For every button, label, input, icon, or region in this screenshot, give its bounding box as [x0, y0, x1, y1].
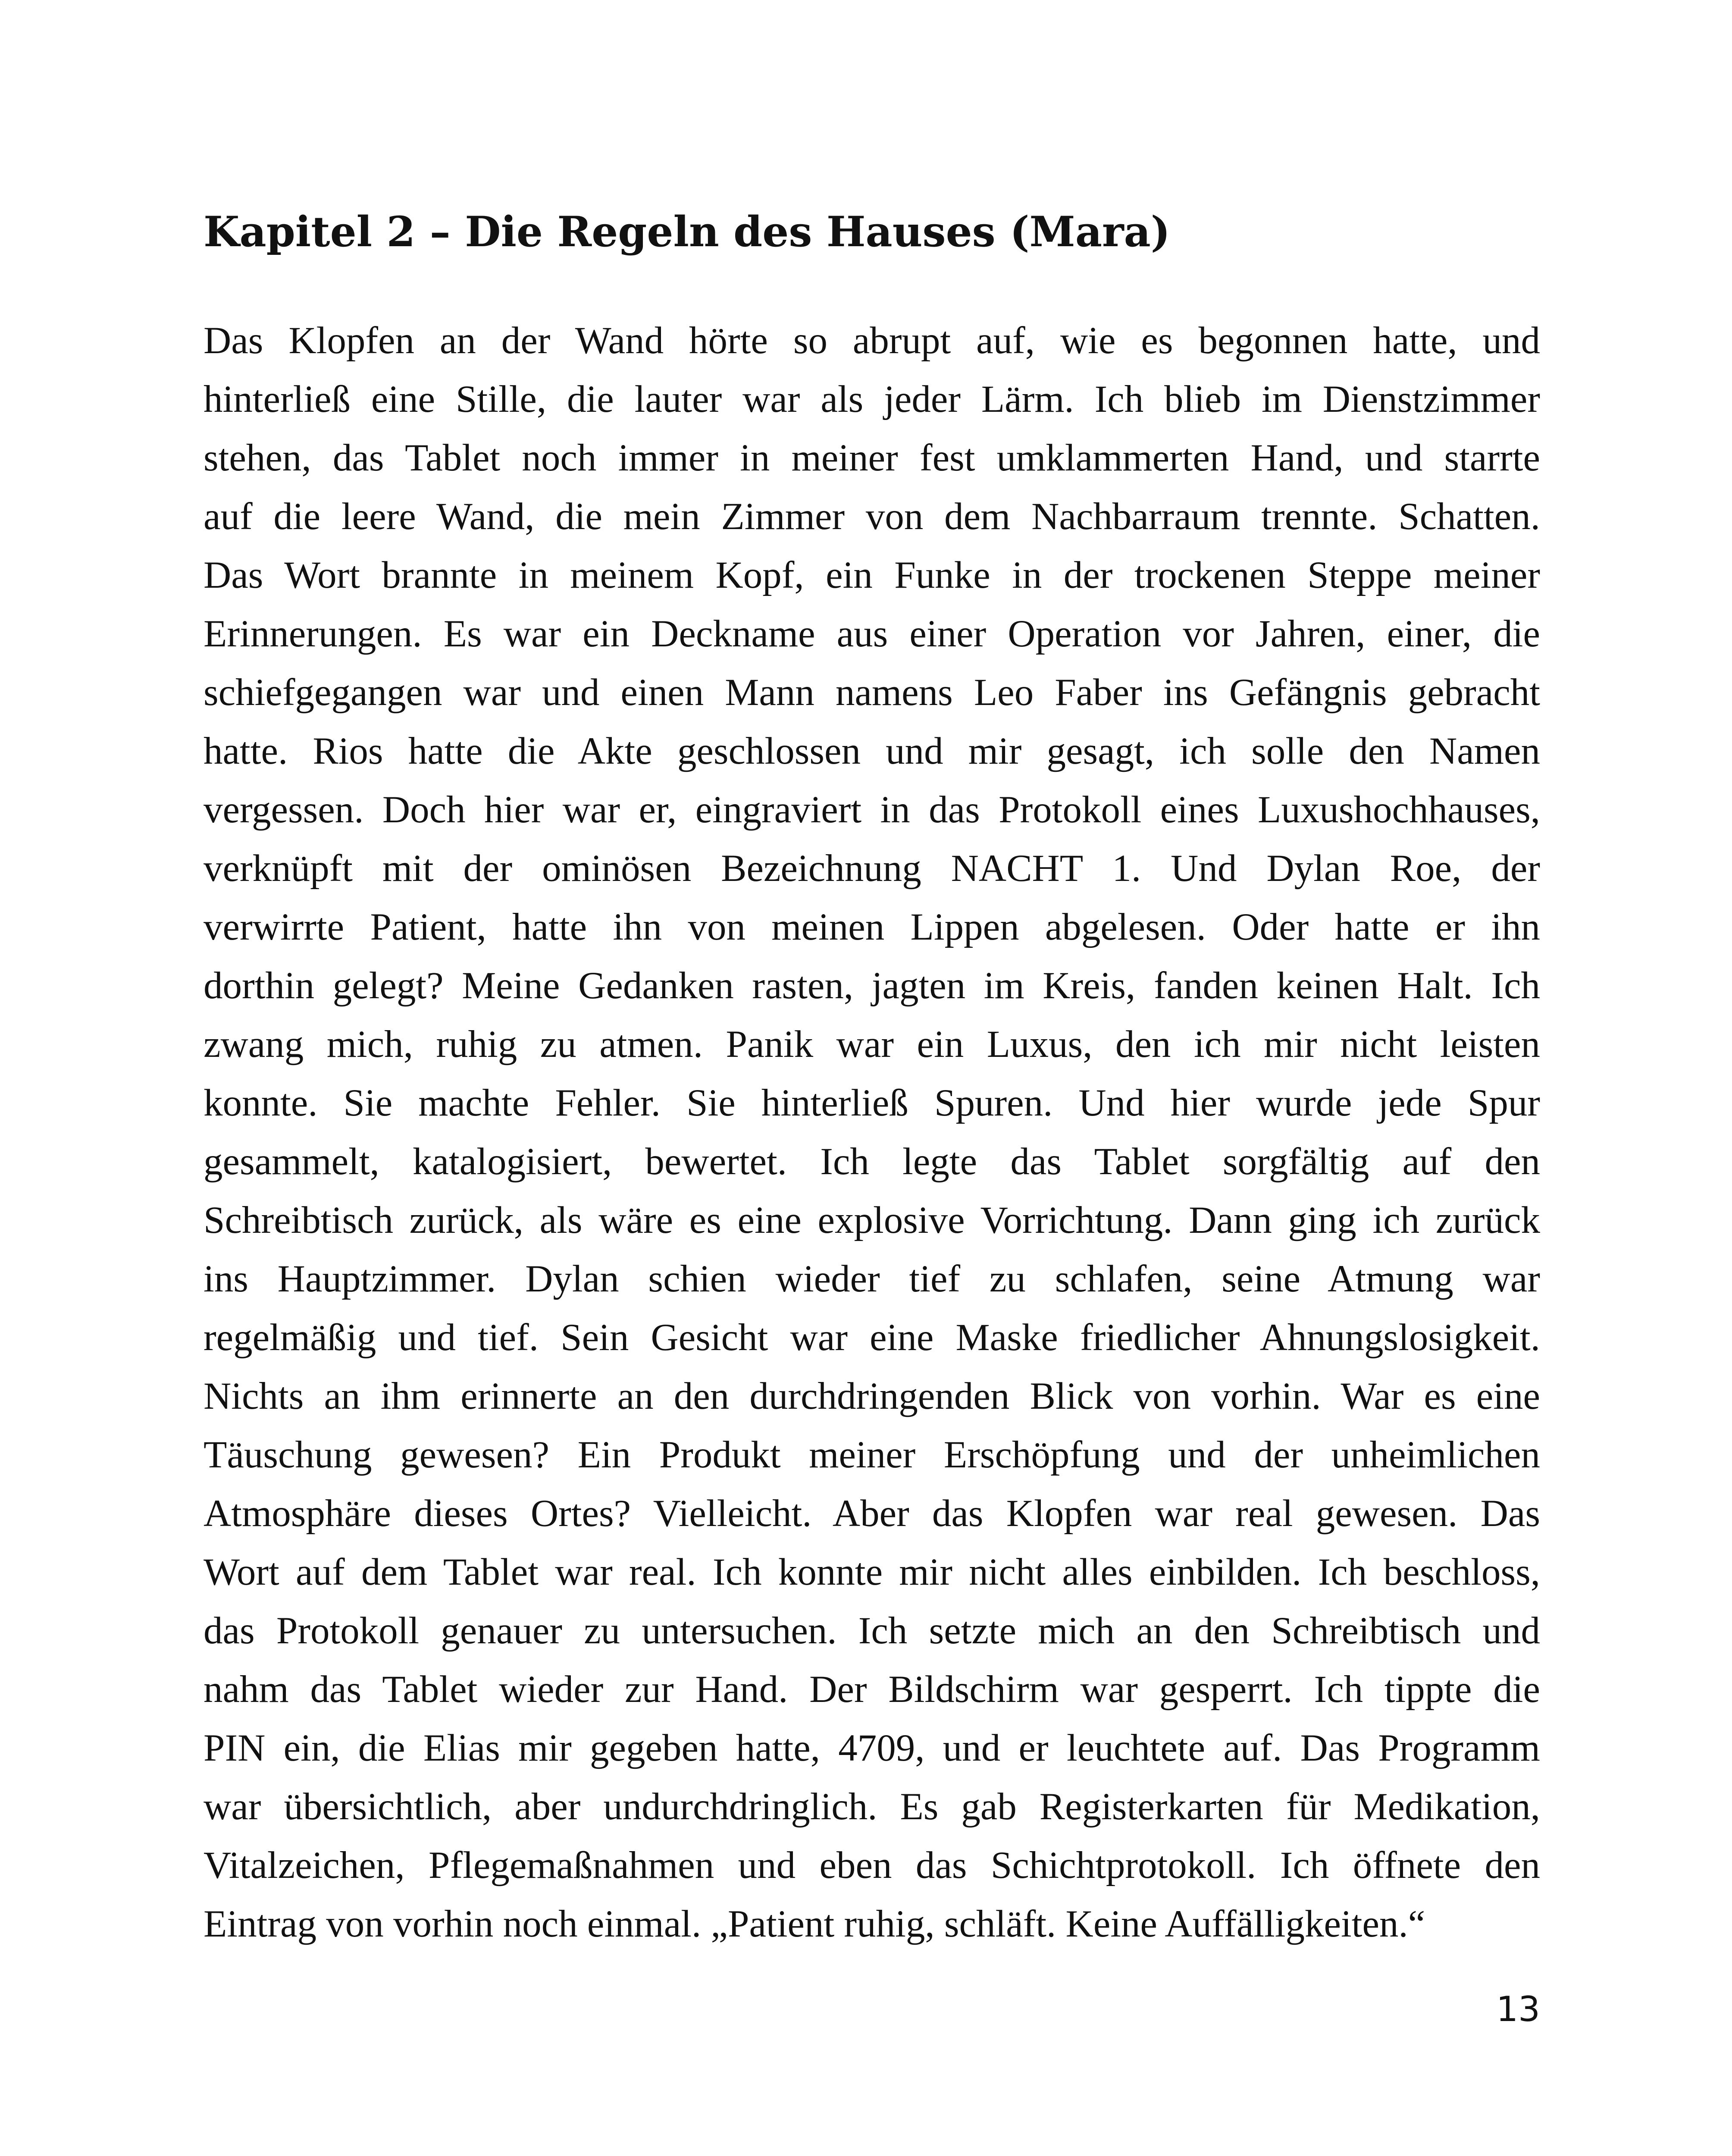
text-line: nahm das Tablet wieder zur Hand. Der Bildschirm war gesperrt. Ich tippte die — [204, 1668, 1540, 1711]
text-line: vergessen. Doch hier war er, eingraviert in das Protokoll eines Luxushochhauses, — [204, 789, 1540, 831]
text-line: zwang mich, ruhig zu atmen. Panik war ein Luxus, den ich mir nicht leisten — [204, 1023, 1540, 1065]
text-line: Täuschung gewesen? Ein Produkt meiner Erschöpfung und der unheimlichen — [204, 1434, 1540, 1476]
body-text — [204, 311, 1540, 1953]
text-line: Wort auf dem Tablet war real. Ich konnte mir nicht alles einbilden. Ich beschloss, — [204, 1551, 1540, 1593]
text-line: konnte. Sie machte Fehler. Sie hinterließ Spuren. Und hier wurde jede Spur — [204, 1082, 1540, 1124]
text-line: hatte. Rios hatte die Akte geschlossen und mir gesagt, ich solle den Namen — [204, 730, 1540, 772]
text-line: Erinnerungen. Es war ein Deckname aus einer Operation vor Jahren, einer, die — [204, 613, 1540, 655]
text-line: PIN ein, die Elias mir gegeben hatte, 4709, und er leuchtete auf. Das Programm — [204, 1727, 1540, 1769]
text-line: stehen, das Tablet noch immer in meiner fest umklammerten Hand, und starrte — [204, 437, 1540, 479]
text-line: Nichts an ihm erinnerte an den durchdringenden Blick von vorhin. War es eine — [204, 1375, 1540, 1417]
page-number: 13 — [1496, 1989, 1540, 2029]
text-line: Das Klopfen an der Wand hörte so abrupt auf, wie es begonnen hatte, und — [204, 320, 1540, 362]
text-line: regelmäßig und tief. Sein Gesicht war eine Maske friedlicher Ahnungslosigkeit. — [204, 1316, 1540, 1359]
text-line: verwirrte Patient, hatte ihn von meinen Lippen abgelesen. Oder hatte er ihn — [204, 906, 1540, 948]
text-line: auf die leere Wand, die mein Zimmer von dem Nachbarraum trennte. Schatten. — [204, 495, 1540, 538]
text-line: hinterließ eine Stille, die lauter war als jeder Lärm. Ich blieb im Dienstzimmer — [204, 378, 1540, 420]
text-line: Atmosphäre dieses Ortes? Vielleicht. Aber das Klopfen war real gewesen. Das — [204, 1492, 1540, 1535]
text-line: Das Wort brannte in meinem Kopf, ein Funke in der trockenen Steppe meiner — [204, 554, 1540, 596]
text-line: ins Hauptzimmer. Dylan schien wieder tief zu schlafen, seine Atmung war — [204, 1258, 1540, 1300]
text-line: verknüpft mit der ominösen Bezeichnung NACHT 1. Und Dylan Roe, der — [204, 847, 1540, 890]
text-line: das Protokoll genauer zu untersuchen. Ich setzte mich an den Schreibtisch und — [204, 1610, 1540, 1652]
text-line: schiefgegangen war und einen Mann namens Leo Faber ins Gefängnis gebracht — [204, 671, 1540, 714]
text-line: dorthin gelegt? Meine Gedanken rasten, jagten im Kreis, fanden keinen Halt. Ich — [204, 965, 1540, 1007]
text-line: Vitalzeichen, Pflegemaßnahmen und eben das Schichtprotokoll. Ich öffnete den — [204, 1844, 1540, 1887]
chapter-title: Kapitel 2 – Die Regeln des Hauses (Mara) — [204, 207, 1171, 256]
text-line: gesammelt, katalogisiert, bewertet. Ich legte das Tablet sorgfältig auf den — [204, 1141, 1540, 1183]
text-line: Schreibtisch zurück, als wäre es eine explosive Vorrichtung. Dann ging ich zurück — [204, 1199, 1540, 1241]
text-line: war übersichtlich, aber undurchdringlich. Es gab Registerkarten für Medikation, — [204, 1786, 1540, 1828]
text-line: Eintrag von vorhin noch einmal. „Patient ruhig, schläft. Keine Auffälligkeiten.“ — [204, 1903, 1425, 1945]
